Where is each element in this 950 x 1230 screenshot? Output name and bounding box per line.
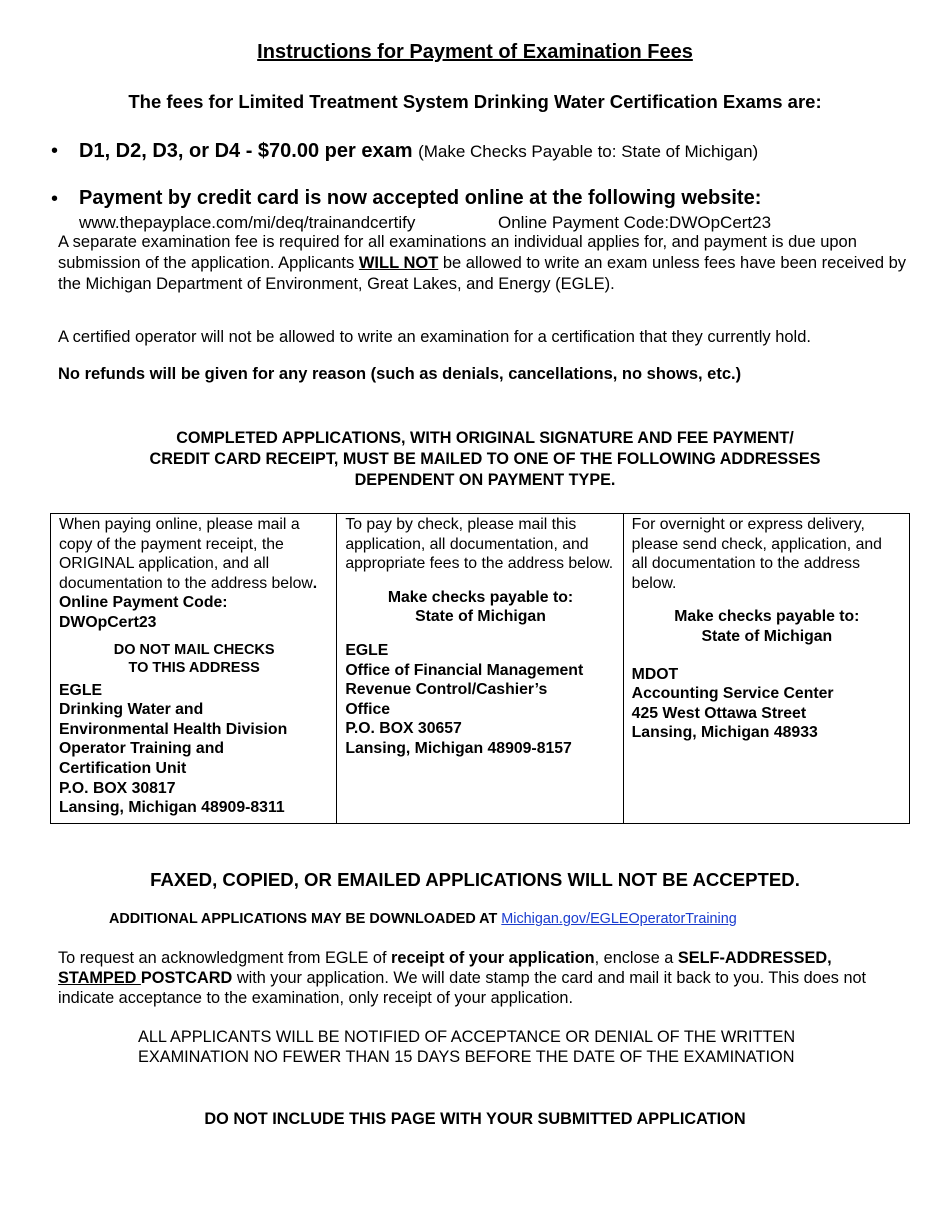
certified-operator-paragraph: A certified operator will not be allowed to write an examination for a certification that they currently hold.: [58, 328, 811, 346]
overnight-intro: For overnight or express delivery, please send check, application, and all documentation to the address below.: [631, 516, 882, 592]
fee-payable-note: (Make Checks Payable to: State of Michigan): [418, 142, 759, 161]
address-line: MDOT: [631, 665, 679, 683]
credit-card-bullet: Payment by credit card is now accepted online at the following website:: [79, 187, 762, 209]
fee-amount: D1, D2, D3, or D4 - $70.00 per exam: [79, 140, 413, 162]
overnight-mailing-address: [632, 665, 902, 743]
payment-website[interactable]: www.thepayplace.com/mi/deq/trainandcertify: [79, 213, 416, 232]
ack-bold: SELF-ADDRESSED,: [677, 949, 832, 967]
check-intro: To pay by check, please mail this application, all documentation, and appropriate fees to the address below.: [345, 516, 614, 573]
address-line: Certification Unit: [59, 759, 187, 777]
para1-text-b: be allowed to write an exam unless fees have been received by the Michigan Department of Environment, Great Lakes, and Energy (EGLE).: [58, 254, 907, 293]
address-line: Lansing, Michigan 48933: [631, 724, 818, 742]
address-line: 425 West Ottawa Street: [631, 704, 807, 722]
no-refunds-paragraph: No refunds will be given for any reason (such as denials, cancellations, no shows, etc.): [58, 365, 742, 383]
address-line: Lansing, Michigan 48909-8311: [59, 799, 285, 817]
online-intro-end: .: [312, 574, 318, 592]
address-line: EGLE: [59, 681, 103, 699]
do-not-include-notice: DO NOT INCLUDE THIS PAGE WITH YOUR SUBMITTED APPLICATION: [204, 1110, 746, 1128]
address-table-row: [51, 514, 910, 824]
mailing-heading-line: COMPLETED APPLICATIONS, WITH ORIGINAL SIGNATURE AND FEE PAYMENT/: [176, 429, 794, 447]
online-code-value: DWOpCert23: [59, 613, 157, 631]
separate-fee-paragraph: [58, 232, 918, 295]
overnight-delivery-column: [623, 514, 909, 824]
payable-label: Make checks payable to:: [674, 608, 860, 626]
address-line: Environmental Health Division: [59, 720, 288, 738]
faxed-not-accepted-notice: FAXED, COPIED, OR EMAILED APPLICATIONS WILL NOT BE ACCEPTED.: [150, 869, 800, 890]
online-payment-code: Online Payment Code:DWOpCert23: [498, 213, 772, 232]
payable-label: Make checks payable to:: [387, 588, 574, 606]
ack-text: with your application. We will date stamp the card and mail it back to you. This does not indicate acceptance to the examination, only receipt of your application.: [58, 969, 867, 1007]
ack-text: , enclose a: [594, 949, 678, 967]
address-line: Office: [345, 700, 391, 718]
notification-line: ALL APPLICANTS WILL BE NOTIFIED OF ACCEPTANCE OR DENIAL OF THE WRITTEN: [138, 1028, 796, 1046]
address-line: Accounting Service Center: [631, 685, 834, 703]
payable-name: State of Michigan: [701, 627, 833, 645]
download-label: ADDITIONAL APPLICATIONS MAY BE DOWNLOADED AT: [109, 911, 502, 927]
mailing-heading-line: DEPENDENT ON PAYMENT TYPE.: [354, 471, 616, 489]
online-intro: [59, 515, 329, 633]
address-line: Drinking Water and: [59, 701, 204, 719]
ack-bold: POSTCARD: [140, 969, 233, 987]
online-payment-column: [51, 514, 337, 824]
online-intro-text: When paying online, please mail a copy of the payment receipt, the ORIGINAL application, and all documentation to the address below: [59, 516, 313, 592]
fee-bullet: [79, 140, 758, 163]
check-payment-column: [337, 514, 623, 824]
check-payable-to: [345, 588, 615, 627]
ack-bold-underlined: STAMPED: [58, 969, 141, 987]
warning-line: DO NOT MAIL CHECKS: [113, 641, 275, 658]
notification-notice: [138, 1027, 898, 1067]
download-notice: [109, 911, 737, 927]
mailing-heading: [75, 428, 895, 491]
bullet-icon: •: [51, 188, 59, 210]
egle-operator-training-link[interactable]: Michigan.gov/EGLEOperatorTraining: [501, 911, 737, 927]
acknowledgment-paragraph: [58, 948, 918, 1008]
address-line: Operator Training and: [59, 740, 225, 758]
online-code-label: Online Payment Code:: [59, 594, 228, 612]
address-table: [50, 513, 910, 824]
address-line: P.O. BOX 30657: [345, 720, 462, 738]
warning-line: TO THIS ADDRESS: [128, 659, 260, 676]
notification-line: EXAMINATION NO FEWER THAN 15 DAYS BEFORE THE DATE OF THE EXAMINATION: [138, 1048, 795, 1066]
overnight-payable-to: [632, 607, 902, 646]
do-not-mail-checks-warning: [59, 641, 329, 677]
para1-text-a: A separate examination fee is required for all examinations an individual applies for, and payment is due upon submission of the application. Applicants: [58, 233, 857, 272]
payable-name: State of Michigan: [415, 608, 546, 626]
page-title: Instructions for Payment of Examination Fees: [257, 41, 693, 63]
will-not-emphasis: WILL NOT: [358, 254, 439, 272]
online-mailing-address: [59, 681, 329, 818]
address-line: EGLE: [345, 641, 389, 659]
fees-subtitle: The fees for Limited Treatment System Drinking Water Certification Exams are:: [128, 91, 822, 112]
address-line: Lansing, Michigan 48909-8157: [345, 739, 572, 757]
address-line: P.O. BOX 30817: [59, 779, 176, 797]
check-mailing-address: [345, 641, 615, 759]
bullet-icon: •: [51, 140, 59, 162]
mailing-heading-line: CREDIT CARD RECEIPT, MUST BE MAILED TO ONE OF THE FOLLOWING ADDRESSES: [149, 450, 821, 468]
address-line: Revenue Control/Cashier’s: [345, 681, 548, 699]
ack-text: To request an acknowledgment from EGLE of: [58, 949, 392, 967]
ack-bold: receipt of your application: [391, 949, 595, 967]
address-line: Office of Financial Management: [345, 661, 584, 679]
